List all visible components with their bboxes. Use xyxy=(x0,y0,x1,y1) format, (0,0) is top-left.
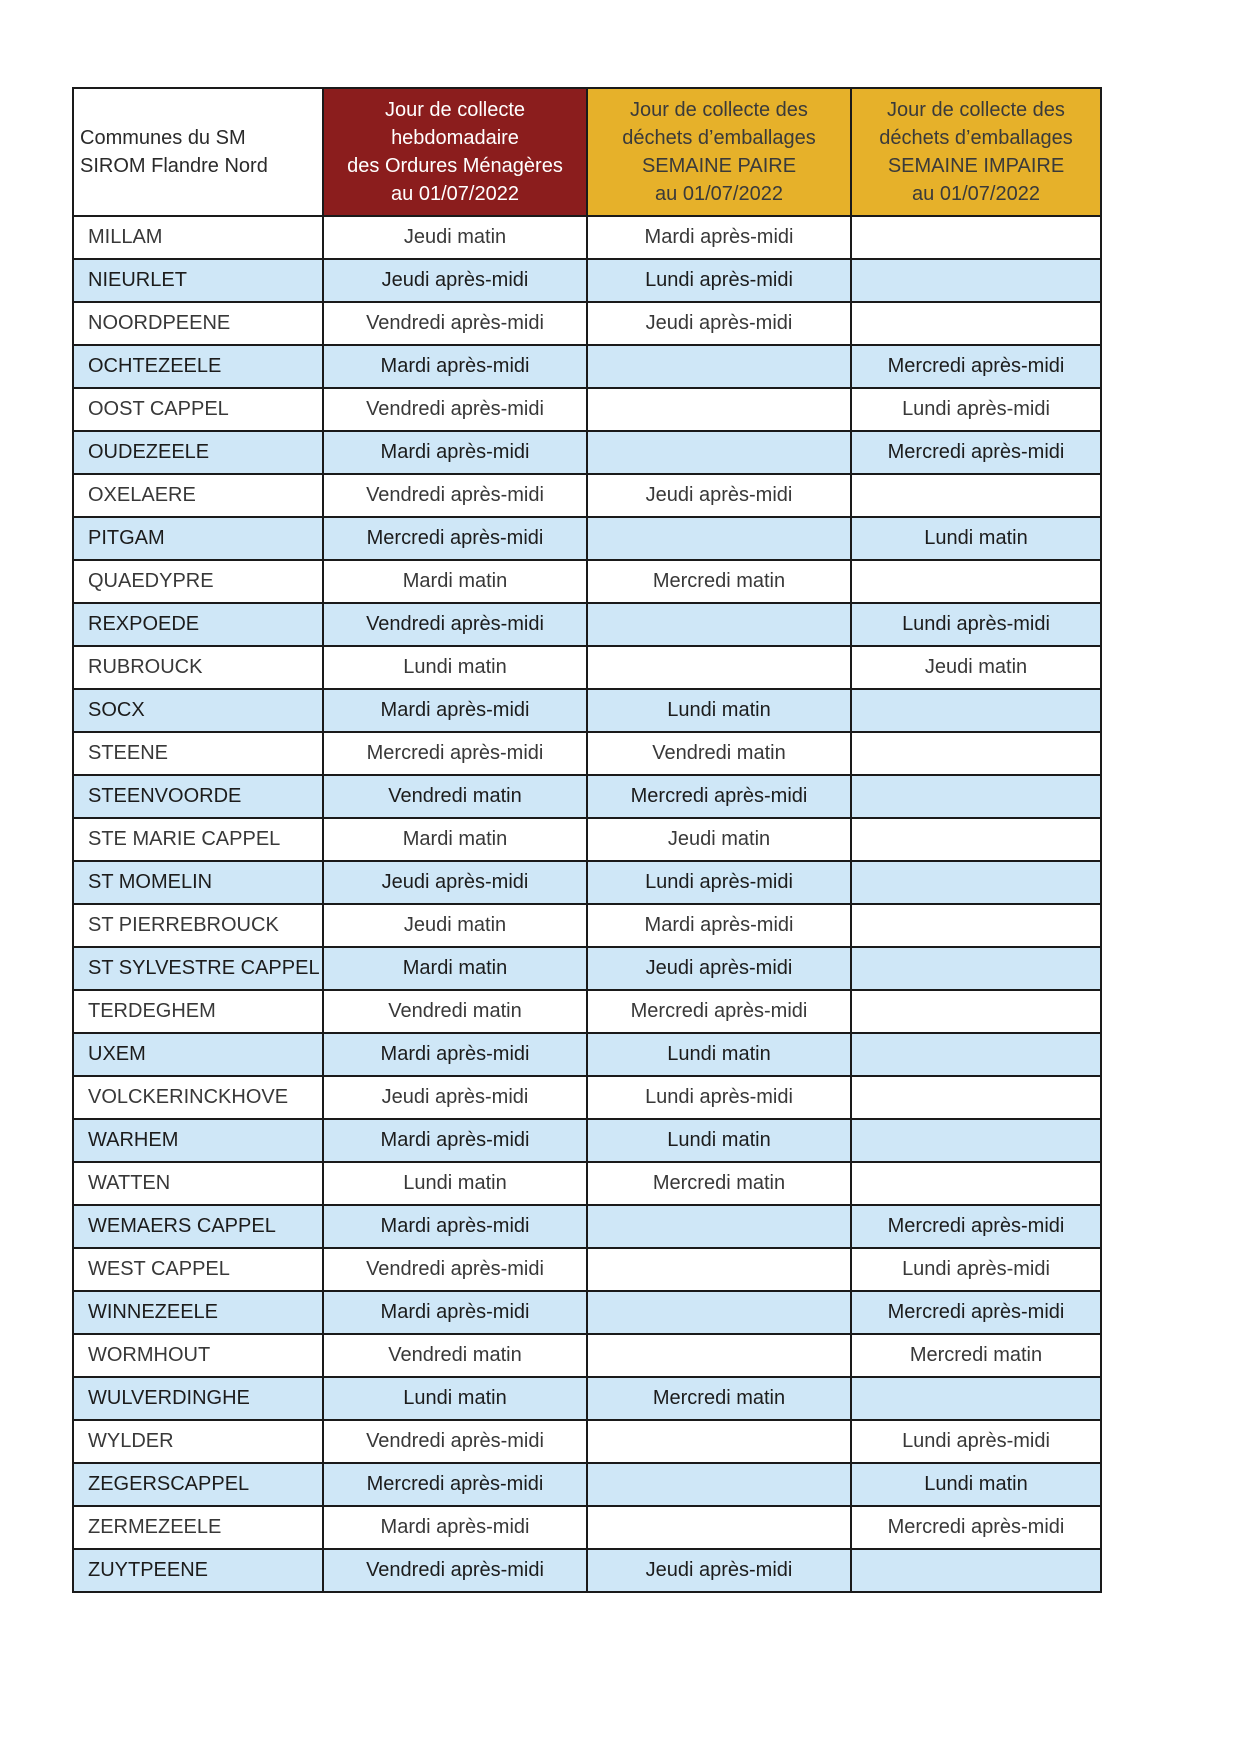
header-pair-line: au 01/07/2022 xyxy=(655,183,783,205)
collection-schedule-table xyxy=(72,87,1102,1593)
header-om-line: des Ordures Ménagères xyxy=(347,155,563,177)
table-row xyxy=(73,904,1101,947)
commune-cell: PITGAM xyxy=(73,517,323,560)
ordures-menageres-cell: Mardi après-midi xyxy=(323,689,587,732)
commune-cell: OUDEZEELE xyxy=(73,431,323,474)
ordures-menageres-cell: Vendredi après-midi xyxy=(323,1549,587,1592)
semaine-paire-cell xyxy=(587,646,851,689)
semaine-paire-cell xyxy=(587,1463,851,1506)
table-row xyxy=(73,947,1101,990)
semaine-impaire-cell xyxy=(851,560,1101,603)
commune-cell: WATTEN xyxy=(73,1162,323,1205)
header-pair-line: SEMAINE PAIRE xyxy=(641,155,797,177)
table-row xyxy=(73,1334,1101,1377)
commune-cell: REXPOEDE xyxy=(73,603,323,646)
commune-cell: SOCX xyxy=(73,689,323,732)
table-row xyxy=(73,517,1101,560)
semaine-paire-cell: Mardi après-midi xyxy=(587,904,851,947)
semaine-impaire-cell xyxy=(851,1033,1101,1076)
commune-cell: WORMHOUT xyxy=(73,1334,323,1377)
semaine-impaire-cell: Mercredi après-midi xyxy=(851,1205,1101,1248)
ordures-menageres-cell: Mercredi après-midi xyxy=(323,517,587,560)
ordures-menageres-cell: Mardi après-midi xyxy=(323,1205,587,1248)
table-row xyxy=(73,1506,1101,1549)
ordures-menageres-cell: Vendredi après-midi xyxy=(323,1420,587,1463)
semaine-paire-cell xyxy=(587,603,851,646)
semaine-impaire-cell: Lundi matin xyxy=(851,1463,1101,1506)
commune-cell: UXEM xyxy=(73,1033,323,1076)
semaine-impaire-cell xyxy=(851,904,1101,947)
semaine-paire-cell: Lundi après-midi xyxy=(587,861,851,904)
commune-cell: ST PIERREBROUCK xyxy=(73,904,323,947)
ordures-menageres-cell: Vendredi après-midi xyxy=(323,302,587,345)
commune-cell: WEST CAPPEL xyxy=(73,1248,323,1291)
table-row xyxy=(73,474,1101,517)
table-row xyxy=(73,302,1101,345)
table-row xyxy=(73,603,1101,646)
commune-cell: STEENVOORDE xyxy=(73,775,323,818)
commune-cell: STEENE xyxy=(73,732,323,775)
semaine-paire-cell: Lundi après-midi xyxy=(587,1076,851,1119)
header-pair-line: Jour de collecte des xyxy=(630,99,808,121)
commune-cell: QUAEDYPRE xyxy=(73,560,323,603)
header-impair-line: déchets d’emballages xyxy=(879,127,1073,149)
semaine-impaire-cell xyxy=(851,775,1101,818)
table-row xyxy=(73,1420,1101,1463)
semaine-impaire-cell xyxy=(851,861,1101,904)
semaine-paire-cell: Mercredi matin xyxy=(587,1377,851,1420)
semaine-impaire-cell xyxy=(851,1549,1101,1592)
ordures-menageres-cell: Vendredi après-midi xyxy=(323,603,587,646)
semaine-impaire-cell xyxy=(851,259,1101,302)
semaine-paire-cell xyxy=(587,1420,851,1463)
ordures-menageres-cell: Mardi matin xyxy=(323,818,587,861)
table-row xyxy=(73,1463,1101,1506)
semaine-paire-cell: Vendredi matin xyxy=(587,732,851,775)
semaine-impaire-cell: Mercredi après-midi xyxy=(851,431,1101,474)
commune-cell: OOST CAPPEL xyxy=(73,388,323,431)
semaine-paire-cell xyxy=(587,1334,851,1377)
semaine-paire-cell: Lundi matin xyxy=(587,1033,851,1076)
ordures-menageres-cell: Lundi matin xyxy=(323,646,587,689)
semaine-paire-cell xyxy=(587,345,851,388)
table-row xyxy=(73,216,1101,259)
semaine-impaire-cell: Mercredi matin xyxy=(851,1334,1101,1377)
table-row xyxy=(73,1033,1101,1076)
ordures-menageres-cell: Vendredi après-midi xyxy=(323,474,587,517)
ordures-menageres-cell: Mercredi après-midi xyxy=(323,1463,587,1506)
commune-cell: WEMAERS CAPPEL xyxy=(73,1205,323,1248)
semaine-paire-cell xyxy=(587,1291,851,1334)
ordures-menageres-cell: Mardi après-midi xyxy=(323,1033,587,1076)
semaine-paire-cell: Jeudi après-midi xyxy=(587,302,851,345)
semaine-paire-cell: Lundi matin xyxy=(587,689,851,732)
commune-cell: OCHTEZEELE xyxy=(73,345,323,388)
table-row xyxy=(73,732,1101,775)
ordures-menageres-cell: Lundi matin xyxy=(323,1377,587,1420)
table-row xyxy=(73,1162,1101,1205)
semaine-impaire-cell: Mercredi après-midi xyxy=(851,345,1101,388)
table-row xyxy=(73,646,1101,689)
semaine-impaire-cell: Lundi après-midi xyxy=(851,603,1101,646)
semaine-impaire-cell xyxy=(851,216,1101,259)
ordures-menageres-cell: Mardi après-midi xyxy=(323,431,587,474)
ordures-menageres-cell: Vendredi matin xyxy=(323,990,587,1033)
ordures-menageres-cell: Jeudi matin xyxy=(323,904,587,947)
semaine-paire-cell: Lundi matin xyxy=(587,1119,851,1162)
header-impair-line: Jour de collecte des xyxy=(887,99,1065,121)
table-row xyxy=(73,1377,1101,1420)
semaine-paire-cell: Mardi après-midi xyxy=(587,216,851,259)
ordures-menageres-cell: Mardi matin xyxy=(323,947,587,990)
table-row xyxy=(73,861,1101,904)
commune-cell: ST SYLVESTRE CAPPEL xyxy=(73,947,323,990)
header-communes-line: Communes du SM xyxy=(80,127,246,149)
semaine-impaire-cell: Mercredi après-midi xyxy=(851,1506,1101,1549)
semaine-paire-cell: Jeudi après-midi xyxy=(587,947,851,990)
commune-cell: STE MARIE CAPPEL xyxy=(73,818,323,861)
header-impair-line: SEMAINE IMPAIRE xyxy=(887,155,1065,177)
header-om-line: Jour de collecte xyxy=(384,99,526,121)
ordures-menageres-cell: Vendredi après-midi xyxy=(323,1248,587,1291)
semaine-impaire-cell: Lundi après-midi xyxy=(851,1420,1101,1463)
ordures-menageres-cell: Lundi matin xyxy=(323,1162,587,1205)
table-row xyxy=(73,990,1101,1033)
ordures-menageres-cell: Mercredi après-midi xyxy=(323,732,587,775)
semaine-impaire-cell xyxy=(851,1162,1101,1205)
header-impair-line: au 01/07/2022 xyxy=(912,183,1040,205)
commune-cell: NOORDPEENE xyxy=(73,302,323,345)
table-row xyxy=(73,345,1101,388)
commune-cell: ZEGERSCAPPEL xyxy=(73,1463,323,1506)
semaine-impaire-cell xyxy=(851,1076,1101,1119)
table-row xyxy=(73,431,1101,474)
semaine-impaire-cell: Lundi matin xyxy=(851,517,1101,560)
semaine-impaire-cell: Mercredi après-midi xyxy=(851,1291,1101,1334)
semaine-impaire-cell: Lundi après-midi xyxy=(851,388,1101,431)
semaine-impaire-cell xyxy=(851,689,1101,732)
ordures-menageres-cell: Jeudi après-midi xyxy=(323,861,587,904)
table-header xyxy=(73,88,1101,216)
table-row xyxy=(73,775,1101,818)
semaine-paire-cell xyxy=(587,388,851,431)
table-row xyxy=(73,1248,1101,1291)
ordures-menageres-cell: Jeudi après-midi xyxy=(323,1076,587,1119)
semaine-paire-cell: Mercredi matin xyxy=(587,1162,851,1205)
table-row xyxy=(73,1205,1101,1248)
commune-cell: RUBROUCK xyxy=(73,646,323,689)
header-pair-line: déchets d’emballages xyxy=(622,127,816,149)
semaine-paire-cell: Jeudi après-midi xyxy=(587,1549,851,1592)
table-row xyxy=(73,259,1101,302)
commune-cell: WULVERDINGHE xyxy=(73,1377,323,1420)
semaine-paire-cell: Jeudi après-midi xyxy=(587,474,851,517)
commune-cell: TERDEGHEM xyxy=(73,990,323,1033)
header-ordures-menageres xyxy=(323,88,587,216)
ordures-menageres-cell: Mardi matin xyxy=(323,560,587,603)
table-row xyxy=(73,1549,1101,1592)
table-body xyxy=(73,216,1101,1592)
commune-cell: OXELAERE xyxy=(73,474,323,517)
table-row xyxy=(73,1119,1101,1162)
header-semaine-impaire xyxy=(851,88,1101,216)
semaine-impaire-cell xyxy=(851,1119,1101,1162)
commune-cell: WYLDER xyxy=(73,1420,323,1463)
ordures-menageres-cell: Mardi après-midi xyxy=(323,1291,587,1334)
semaine-paire-cell xyxy=(587,1248,851,1291)
semaine-paire-cell xyxy=(587,1205,851,1248)
header-communes-line: SIROM Flandre Nord xyxy=(80,155,268,177)
header-communes xyxy=(73,88,323,216)
semaine-paire-cell: Mercredi après-midi xyxy=(587,990,851,1033)
table-row xyxy=(73,1076,1101,1119)
commune-cell: ZERMEZEELE xyxy=(73,1506,323,1549)
commune-cell: WARHEM xyxy=(73,1119,323,1162)
semaine-impaire-cell: Lundi après-midi xyxy=(851,1248,1101,1291)
semaine-impaire-cell xyxy=(851,302,1101,345)
ordures-menageres-cell: Vendredi après-midi xyxy=(323,388,587,431)
ordures-menageres-cell: Jeudi matin xyxy=(323,216,587,259)
semaine-impaire-cell: Jeudi matin xyxy=(851,646,1101,689)
ordures-menageres-cell: Mardi après-midi xyxy=(323,1506,587,1549)
commune-cell: NIEURLET xyxy=(73,259,323,302)
semaine-paire-cell: Lundi après-midi xyxy=(587,259,851,302)
commune-cell: WINNEZEELE xyxy=(73,1291,323,1334)
ordures-menageres-cell: Vendredi matin xyxy=(323,775,587,818)
ordures-menageres-cell: Vendredi matin xyxy=(323,1334,587,1377)
commune-cell: VOLCKERINCKHOVE xyxy=(73,1076,323,1119)
table-row xyxy=(73,818,1101,861)
semaine-impaire-cell xyxy=(851,947,1101,990)
table-row xyxy=(73,1291,1101,1334)
semaine-impaire-cell xyxy=(851,990,1101,1033)
semaine-paire-cell: Jeudi matin xyxy=(587,818,851,861)
header-om-line: hebdomadaire xyxy=(391,127,519,149)
header-semaine-paire xyxy=(587,88,851,216)
ordures-menageres-cell: Jeudi après-midi xyxy=(323,259,587,302)
table-row xyxy=(73,689,1101,732)
ordures-menageres-cell: Mardi après-midi xyxy=(323,345,587,388)
header-om-line: au 01/07/2022 xyxy=(391,183,519,205)
commune-cell: ZUYTPEENE xyxy=(73,1549,323,1592)
commune-cell: MILLAM xyxy=(73,216,323,259)
ordures-menageres-cell: Mardi après-midi xyxy=(323,1119,587,1162)
semaine-impaire-cell xyxy=(851,818,1101,861)
semaine-impaire-cell xyxy=(851,732,1101,775)
semaine-impaire-cell xyxy=(851,1377,1101,1420)
header-row xyxy=(73,88,1101,216)
semaine-paire-cell xyxy=(587,1506,851,1549)
semaine-paire-cell xyxy=(587,431,851,474)
table-row xyxy=(73,560,1101,603)
semaine-paire-cell xyxy=(587,517,851,560)
commune-cell: ST MOMELIN xyxy=(73,861,323,904)
semaine-paire-cell: Mercredi après-midi xyxy=(587,775,851,818)
semaine-paire-cell: Mercredi matin xyxy=(587,560,851,603)
table-row xyxy=(73,388,1101,431)
semaine-impaire-cell xyxy=(851,474,1101,517)
